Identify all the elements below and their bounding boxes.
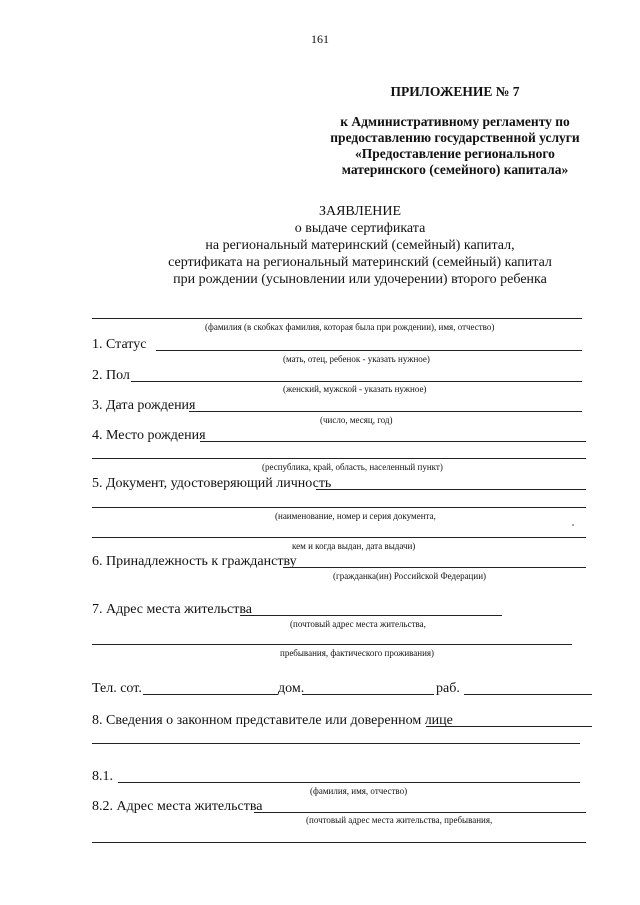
rep-address-line-1[interactable] [254,812,586,813]
phone-work-line[interactable] [464,694,592,695]
rep-address-hint: (почтовый адрес места жительства, пребывания, [306,815,493,825]
address-hint-2: пребывания, фактического проживания) [280,648,435,658]
heading-line-3: сертификата на региональный материнский (семейный) капитал [168,255,552,270]
phone-mobile-label: Тел. сот. [92,681,142,696]
pob-line-2[interactable] [92,458,586,459]
representative-line-2[interactable] [92,743,580,744]
dob-hint: (число, месяц, год) [320,415,393,425]
status-label: 1. Статус [92,337,147,352]
appendix-line-4: материнского (семейного) капитала» [341,162,569,177]
heading-line-1: о выдаче сертификата [294,221,426,236]
rep-name-line[interactable] [118,782,580,783]
appendix-line-3: «Предоставление регионального [355,146,555,161]
address-line-2[interactable] [92,644,572,645]
citizenship-hint: (гражданка(ин) Российской Федерации) [333,571,487,581]
phone-home-label: дом. [278,681,305,696]
address-line-1[interactable] [240,615,502,616]
id-line-2[interactable] [92,507,586,508]
representative-label: 8. Сведения о законном представителе или доверенном лице [92,713,453,728]
rep-name-label: 8.1. [92,769,113,784]
gender-label: 2. Пол [92,368,130,383]
page-number: 161 [311,32,329,46]
gender-hint: (женский, мужской - указать нужное) [283,384,427,394]
phone-home-line[interactable] [302,694,434,695]
address-hint-1: (почтовый адрес места жительства, [290,619,426,629]
appendix-line-2: предоставлению государственной услуги [330,130,580,145]
appendix-line-1: к Административному регламенту по [340,114,570,129]
rep-name-hint: (фамилия, имя, отчество) [310,786,408,796]
citizenship-label: 6. Принадлежность к гражданству [92,554,297,569]
id-line-1[interactable] [316,489,586,490]
document-title: ЗАЯВЛЕНИЕ [318,204,402,219]
id-hint-2: кем и когда выдан, дата выдачи) [292,541,416,551]
id-hint-1: (наименование, номер и серия документа, [275,511,436,521]
citizenship-line[interactable] [283,567,586,568]
status-hint: (мать, отец, ребенок - указать нужное) [283,354,430,364]
pob-label: 4. Место рождения [92,428,206,443]
gender-line[interactable] [131,381,582,382]
id-label: 5. Документ, удостоверяющий личность [92,476,332,491]
phone-work-label: раб. [436,681,460,696]
rep-address-label: 8.2. Адрес места жительства [92,799,263,814]
fullname-hint: (фамилия (в скобках фамилия, которая была при рождении), имя, отчество) [205,322,495,332]
status-line[interactable] [156,350,582,351]
dob-label: 3. Дата рождения [92,398,196,413]
representative-line-1[interactable] [426,726,592,727]
appendix-title: ПРИЛОЖЕНИЕ № 7 [390,84,520,99]
scan-dot [572,524,574,526]
phone-mobile-line[interactable] [143,694,278,695]
heading-line-4: при рождении (усыновлении или удочерении) второго ребенка [173,272,547,287]
fullname-line[interactable] [92,318,582,319]
pob-line-1[interactable] [200,441,586,442]
heading-line-2: на региональный материнский (семейный) капитал, [205,238,515,253]
id-line-3[interactable] [92,537,586,538]
dob-line[interactable] [189,411,582,412]
pob-hint: (республика, край, область, населенный пункт) [262,462,443,472]
address-label: 7. Адрес места жительства [92,602,252,617]
rep-address-line-2[interactable] [92,842,586,843]
